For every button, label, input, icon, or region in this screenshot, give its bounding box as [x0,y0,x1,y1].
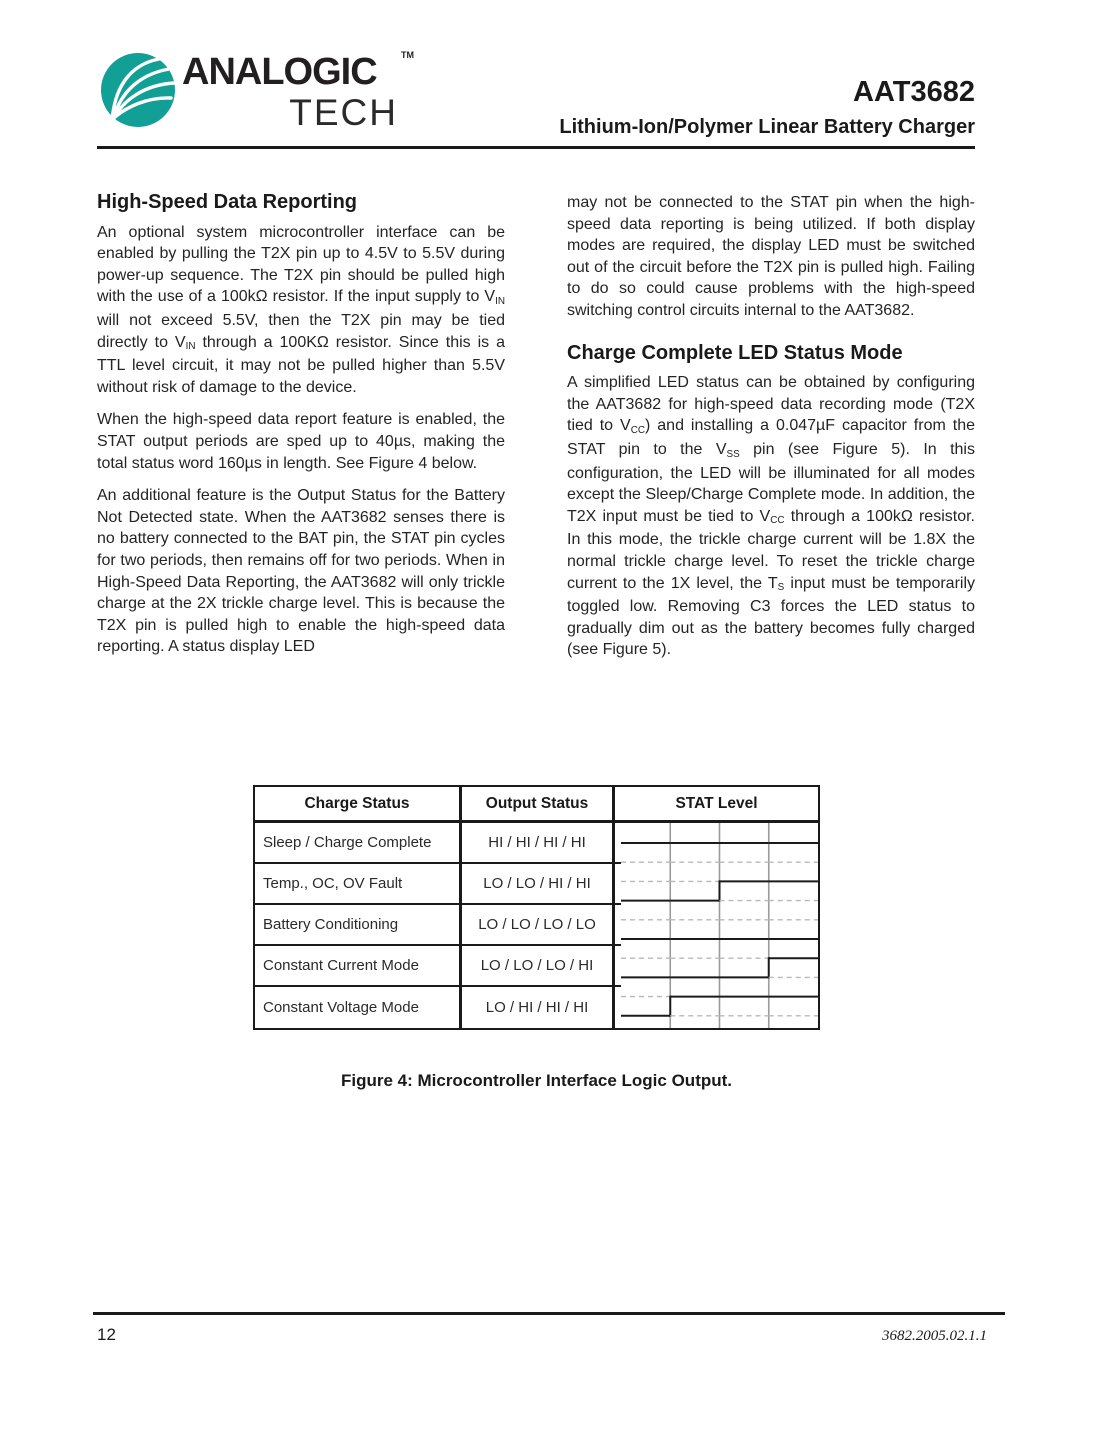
footer-rule [93,1312,1005,1315]
stat-level-waveform [621,823,818,1028]
stat-level-column [621,823,818,1028]
logo-word-tech: TECH [289,92,398,133]
figure4-caption: Figure 4: Microcontroller Interface Logic Output. [340,1071,733,1090]
section-heading-charge-complete: Charge Complete LED Status Mode [567,341,903,364]
cell-charge-status: Sleep / Charge Complete [255,823,462,862]
table-header-row [255,787,818,823]
table-body [255,823,818,1028]
cell-output-status: LO / HI / HI / HI [462,987,615,1028]
cell-output-status: LO / LO / HI / HI [462,864,615,903]
table-row [255,946,621,987]
cell-output-status: LO / LO / LO / HI [462,946,615,985]
logo-leaf-icon [100,52,176,130]
table-row [255,987,621,1028]
left-column [97,192,505,669]
cell-output-status: LO / LO / LO / LO [462,905,615,944]
column-header-stat-level: STAT Level [675,794,758,812]
header-rule [97,146,975,149]
logo-wordmark [182,50,414,133]
table-row [255,864,621,905]
logo-word-analogic: ANALOGIC TM [182,50,414,93]
title-block [559,76,975,139]
paragraph: An optional system microcontroller interface can be enabled by pulling the T2X pin up to 4.5V to 5.5V during power-up sequence. The T2X pin should be pulled high with the use of a 100kΩ resistor. If the input supply to $V_{IN}$ will not exceed 5.5V, then the T2X pin may be tied directly to $V_{IN}$ through a 100KΩ resistor. Since this is a TTL level circuit, it may not be pulled higher than 5.5V without risk of damage to the device. [97,223,505,396]
column-header-output-status: Output Status [462,787,615,820]
document-code: 3682.2005.02.1.1 [882,1328,987,1344]
figure4-table [253,785,820,1030]
table-row [255,823,621,864]
paragraph: A simplified LED status can be obtained by configuring the AAT3682 for high-speed data recording mode (T2X tied to $V_{CC}$) and installing a 0.047µF capacitor from the STAT pin to the $V_{SS}$ pin (see Figure 5). In this configuration, the LED will be illuminated for all modes except the Sleep/Charge Complete mode. In addition, the T2X input must be tied to $V_{CC}$ through a 100kΩ resistor. In this mode, the trickle charge current will be 1.8X the normal trickle charge level. To reset the trickle charge current to the 1X level, the $T_S$ input must be temporarily toggled low. Removing C3 forces the LED status to gradually dim out as the battery becomes fully charged (see Figure 5). [567,374,976,659]
paragraph: may not be connected to the STAT pin when the high-speed data reporting is being utilized. If both display modes are required, the display LED must be switched out of the circuit before the T2X pin is pulled high. Failing to do so could cause problems with the high-speed switching control circuits internal to the AAT3682. [567,194,975,319]
table-text-rows [255,823,621,1028]
paragraph: An additional feature is the Output Status for the Battery Not Detected state. When the AAT3682 senses there is no battery connected to the BAT pin, the STAT pin cycles for two periods, then remains off for two periods. When in High-Speed Data Reporting, the AAT3682 will only trickle charge at the 2X trickle charge level. This is because the T2X pin is pulled high to enable the high-speed data reporting. A status display LED [97,487,505,656]
trademark-symbol: TM [401,50,414,60]
cell-charge-status: Constant Voltage Mode [255,987,462,1028]
part-number: AAT3682 [853,76,975,108]
right-column [567,192,975,672]
table-row [255,905,621,946]
page-number: 12 [97,1325,116,1344]
cell-charge-status: Constant Current Mode [255,946,462,985]
cell-charge-status: Temp., OC, OV Fault [255,864,462,903]
paragraph: When the high-speed data report feature is enabled, the STAT output periods are sped up to 40µs, making the total status word 160µs in length. See Figure 4 below. [97,411,505,472]
analogictech-logo [100,52,176,135]
cell-output-status: HI / HI / HI / HI [462,823,615,862]
column-header-charge-status: Charge Status [255,787,462,820]
section-heading-high-speed: High-Speed Data Reporting [97,191,358,213]
cell-charge-status: Battery Conditioning [255,905,462,944]
document-subtitle: Lithium-Ion/Polymer Linear Battery Charger [559,116,975,138]
